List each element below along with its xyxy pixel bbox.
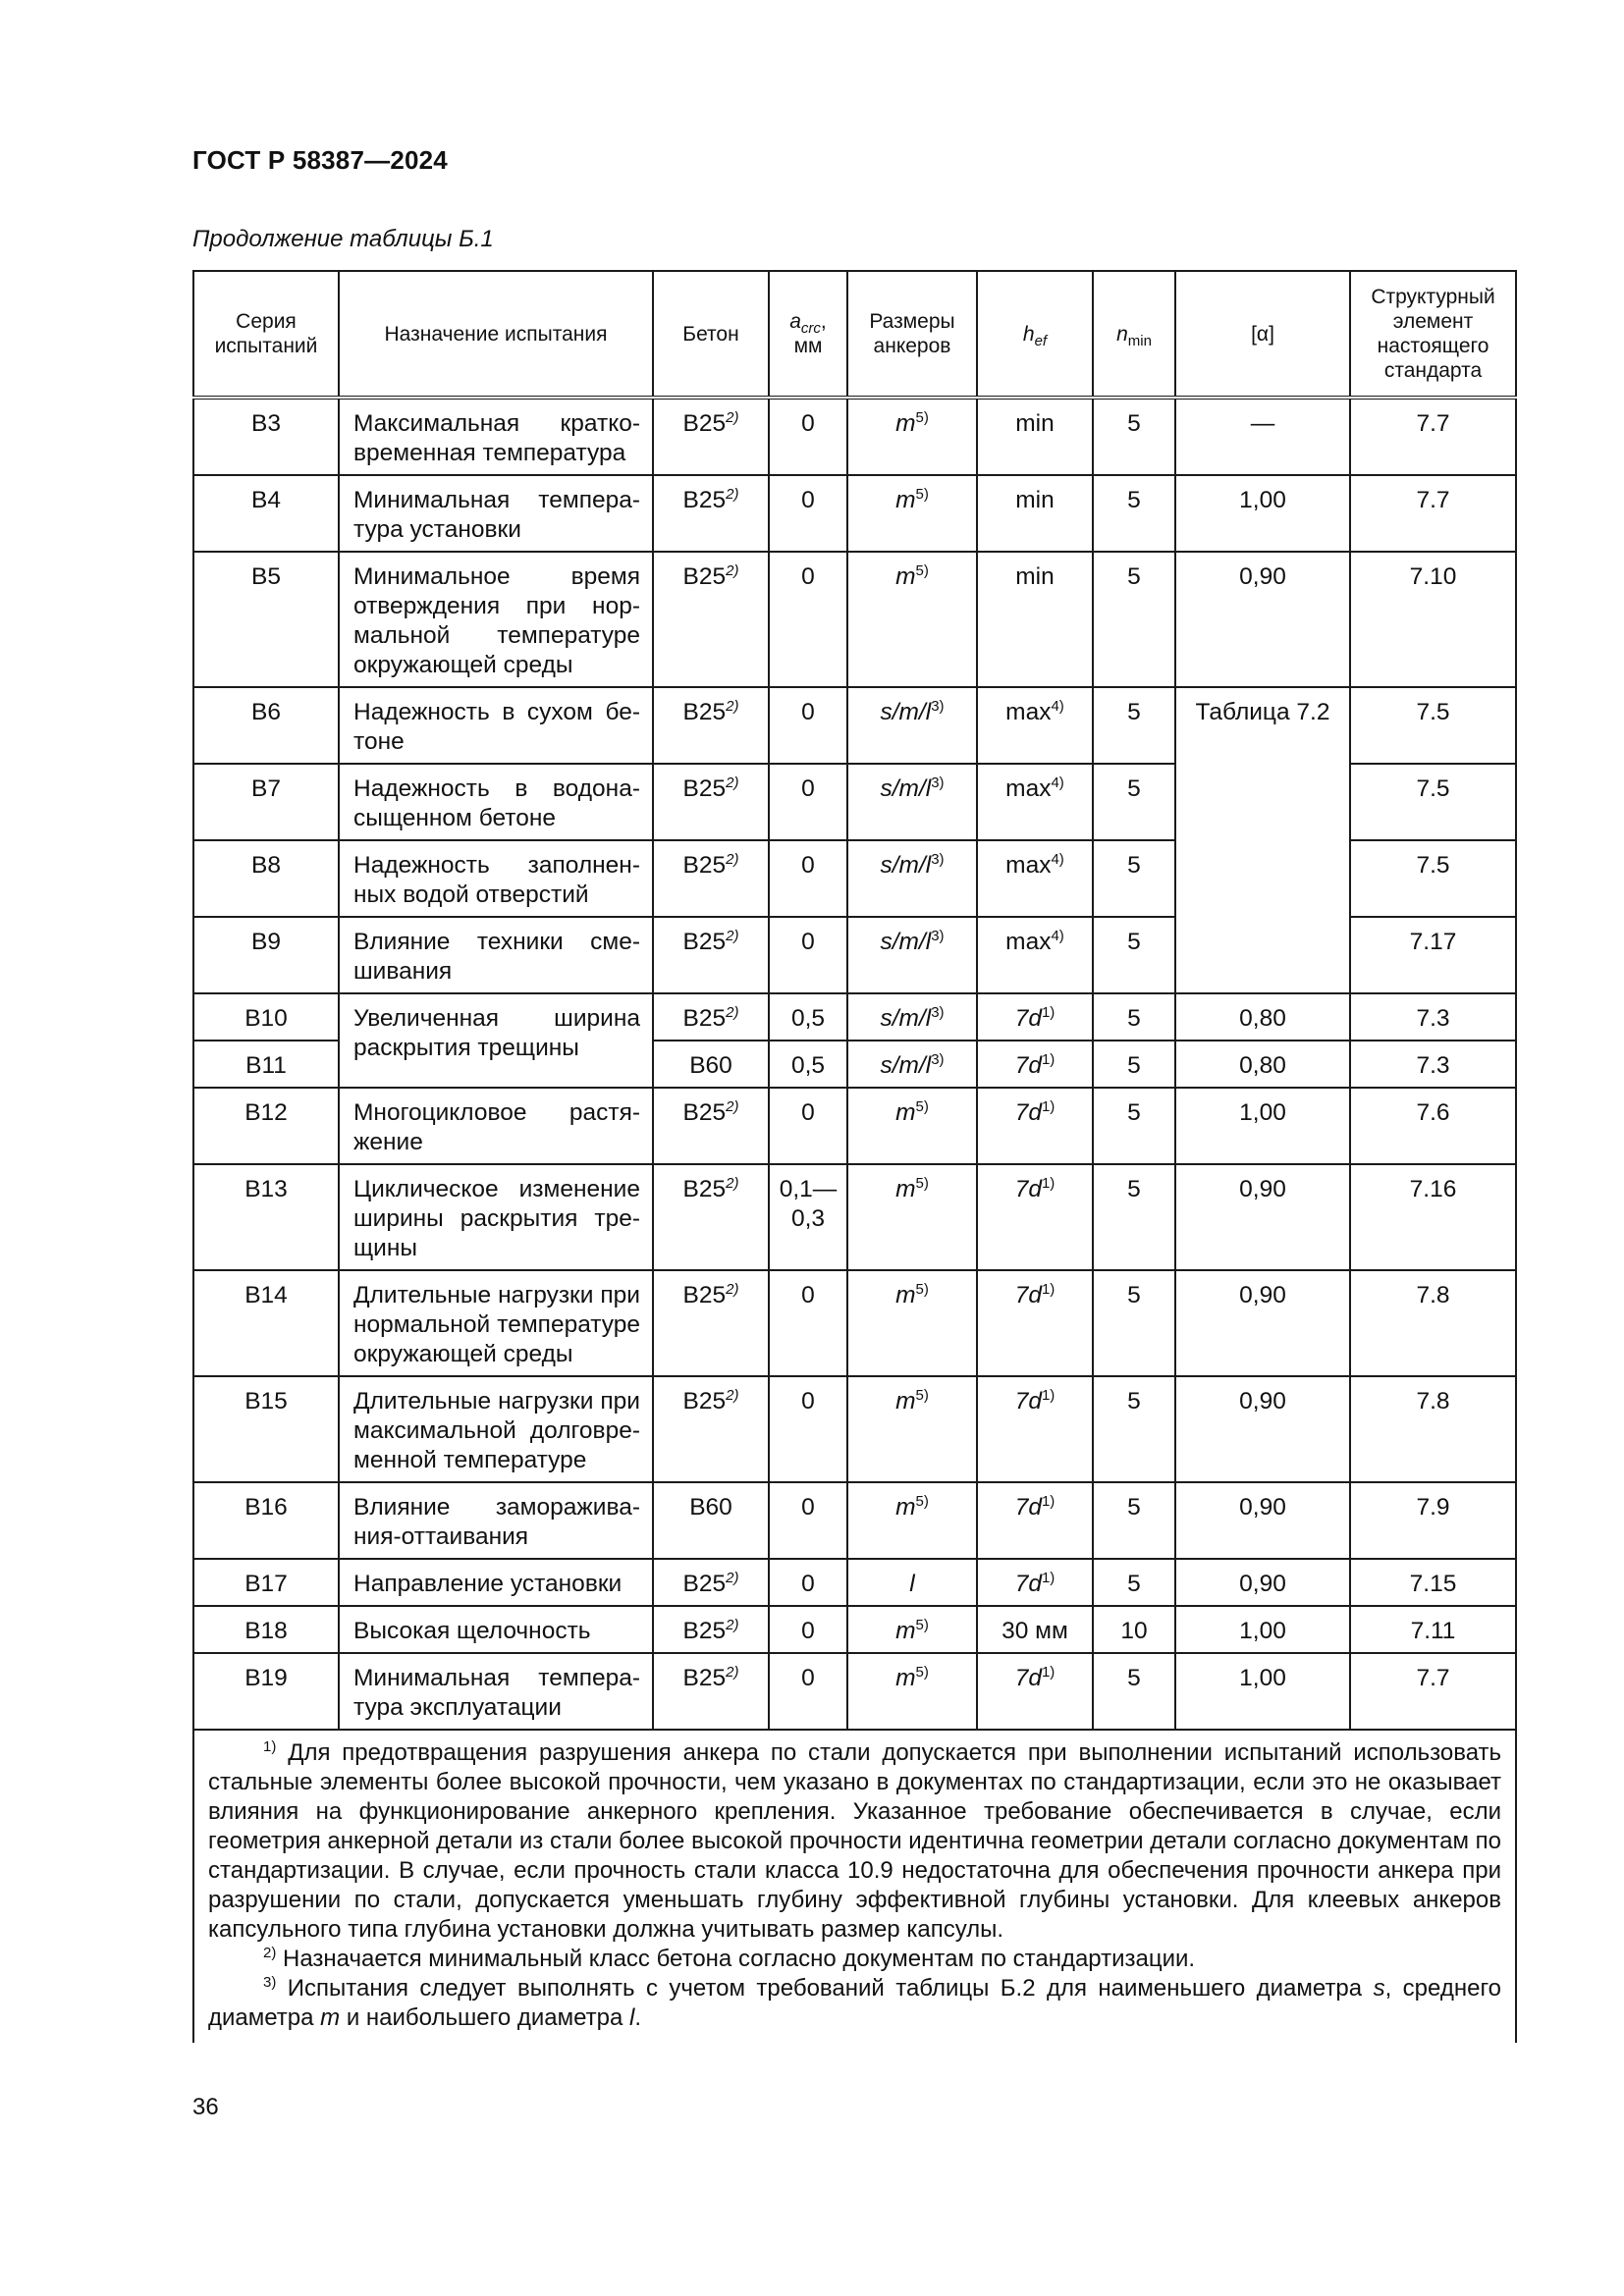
cell-concrete: B25$^{2)}$ [653,552,769,687]
cell-series: B6 [193,687,339,764]
cell-anchor-size: $m^{5)}$ [847,552,977,687]
cell-concrete: B25$^{2)}$ [653,398,769,475]
cell-acrc: 0 [769,917,847,993]
table-row [193,1376,1516,1482]
cell-anchor-size: $m^{5)}$ [847,1088,977,1164]
cell-structural-element: 7.8 [1350,1270,1516,1376]
header-anchor-sizes: Размеры анкеров [847,271,977,398]
cell-hef: $7d^{1)}$ [977,1270,1093,1376]
table-row [193,475,1516,552]
header-structural-element: Структурный элемент настоящего стандарта [1350,271,1516,398]
cell-acrc: 0 [769,764,847,840]
cell-anchor-size: $s/m/l^{3)}$ [847,687,977,764]
cell-series: B3 [193,398,339,475]
cell-concrete: B25$^{2)}$ [653,1559,769,1606]
cell-anchor-size: $s/m/l^{3)}$ [847,917,977,993]
table-row [193,1482,1516,1559]
cell-purpose: Длительные нагрузки при максимальной долговре- менной температуре [339,1376,653,1482]
cell-alpha: 1,00 [1175,475,1350,552]
cell-concrete: B25$^{2)}$ [653,993,769,1041]
cell-purpose: Многоцикловое растя- жение [339,1088,653,1164]
cell-anchor-size: $m^{5)}$ [847,1653,977,1730]
cell-series: B4 [193,475,339,552]
cell-structural-element: 7.7 [1350,398,1516,475]
cell-nmin: 10 [1093,1606,1175,1653]
cell-anchor-size: $m^{5)}$ [847,1606,977,1653]
cell-series: B17 [193,1559,339,1606]
cell-concrete: B25$^{2)}$ [653,1606,769,1653]
cell-acrc: 0 [769,1376,847,1482]
cell-series: B5 [193,552,339,687]
header-nmin: $n_{min}$ [1093,271,1175,398]
cell-concrete: B25$^{2)}$ [653,1376,769,1482]
cell-concrete: B25$^{2)}$ [653,840,769,917]
cell-alpha: 0,90 [1175,1482,1350,1559]
cell-concrete: B25$^{2)}$ [653,475,769,552]
footnote-3: $^{3)}$ Испытания следует выполнять с учетом требований таблицы Б.2 для наименьшего диаметра s, среднего диаметра m и наибольшего диаметра l. [208,1974,1502,2031]
cell-hef: min [977,552,1093,687]
cell-hef: $\max^{4)}$ [977,764,1093,840]
cell-acrc: 0,5 [769,993,847,1041]
cell-concrete: B25$^{2)}$ [653,917,769,993]
cell-series: B9 [193,917,339,993]
cell-concrete: B25$^{2)}$ [653,764,769,840]
header-purpose: Назначение испытания [339,271,653,398]
table-row [193,1559,1516,1606]
cell-anchor-size: $m^{5)}$ [847,1482,977,1559]
cell-alpha: 0,90 [1175,1270,1350,1376]
table-row [193,1270,1516,1376]
footnotes [193,1730,1516,2043]
cell-hef: $7d^{1)}$ [977,1088,1093,1164]
cell-nmin: 5 [1093,1088,1175,1164]
cell-series: B7 [193,764,339,840]
cell-structural-element: 7.5 [1350,764,1516,840]
cell-anchor-size: $s/m/l^{3)}$ [847,764,977,840]
cell-alpha: 0,90 [1175,1164,1350,1270]
table-row [193,398,1516,475]
table-row [193,993,1516,1041]
cell-purpose: Длительные нагрузки при нормальной температуре окружающей среды [339,1270,653,1376]
cell-structural-element: 7.3 [1350,1041,1516,1088]
cell-series: B15 [193,1376,339,1482]
cell-structural-element: 7.5 [1350,687,1516,764]
cell-alpha: 0,90 [1175,1559,1350,1606]
cell-structural-element: 7.17 [1350,917,1516,993]
cell-hef: $7d^{1)}$ [977,1482,1093,1559]
cell-acrc: 0 [769,1653,847,1730]
header-series: Серия испытаний [193,271,339,398]
cell-hef: $\max^{4)}$ [977,917,1093,993]
cell-structural-element: 7.16 [1350,1164,1516,1270]
cell-concrete: B25$^{2)}$ [653,1088,769,1164]
cell-acrc: 0 [769,1088,847,1164]
footnote-2: $^{2)}$ Назначается минимальный класс бетона согласно документам по стандартизации. [263,1945,1196,1972]
cell-purpose: Влияние техники сме- шивания [339,917,653,993]
cell-purpose: Надежность заполнен- ных водой отверстий [339,840,653,917]
cell-nmin: 5 [1093,1164,1175,1270]
cell-series: B19 [193,1653,339,1730]
cell-series: B18 [193,1606,339,1653]
table-caption: Продолжение таблицы Б.1 [192,226,494,252]
table-row [193,687,1516,764]
table-row [193,1606,1516,1653]
cell-structural-element: 7.6 [1350,1088,1516,1164]
cell-series: B11 [193,1041,339,1088]
cell-purpose: Увеличенная ширина раскрытия трещины [339,993,653,1088]
cell-purpose: Надежность в сухом бе- тоне [339,687,653,764]
cell-alpha: 1,00 [1175,1606,1350,1653]
cell-acrc: 0 [769,840,847,917]
cell-alpha: 1,00 [1175,1653,1350,1730]
cell-purpose: Минимальная темпера- тура эксплуатации [339,1653,653,1730]
cell-purpose: Надежность в водона- сыщенном бетоне [339,764,653,840]
cell-nmin: 5 [1093,687,1175,764]
header-concrete: Бетон [653,271,769,398]
cell-nmin: 5 [1093,475,1175,552]
cell-structural-element: 7.15 [1350,1559,1516,1606]
cell-anchor-size: l [847,1559,977,1606]
cell-hef: $\max^{4)}$ [977,840,1093,917]
cell-nmin: 5 [1093,1653,1175,1730]
cell-concrete: B25$^{2)}$ [653,1653,769,1730]
cell-hef: $7d^{1)}$ [977,1653,1093,1730]
document-header: ГОСТ Р 58387—2024 [192,145,448,175]
cell-anchor-size: $m^{5)}$ [847,1164,977,1270]
cell-alpha: 0,90 [1175,1376,1350,1482]
cell-alpha: Таблица 7.2 [1175,687,1350,993]
cell-nmin: 5 [1093,1270,1175,1376]
cell-hef: $7d^{1)}$ [977,1559,1093,1606]
cell-nmin: 5 [1093,917,1175,993]
cell-structural-element: 7.11 [1350,1606,1516,1653]
cell-hef: 30 мм [977,1606,1093,1653]
cell-anchor-size: $s/m/l^{3)}$ [847,993,977,1041]
table-row [193,1164,1516,1270]
page-number: 36 [192,2094,219,2120]
cell-hef: $7d^{1)}$ [977,1041,1093,1088]
cell-alpha: 0,80 [1175,1041,1350,1088]
cell-nmin: 5 [1093,1559,1175,1606]
cell-anchor-size: $s/m/l^{3)}$ [847,840,977,917]
cell-hef: $7d^{1)}$ [977,1164,1093,1270]
cell-hef: min [977,475,1093,552]
cell-structural-element: 7.3 [1350,993,1516,1041]
cell-nmin: 5 [1093,764,1175,840]
cell-purpose: Максимальная кратко- временная температура [339,398,653,475]
cell-purpose: Высокая щелочность [339,1606,653,1653]
table-row [193,1088,1516,1164]
cell-concrete: B60 [653,1041,769,1088]
header-hef: $h_{ef}$ [977,271,1093,398]
cell-anchor-size: $s/m/l^{3)}$ [847,1041,977,1088]
cell-anchor-size: $m^{5)}$ [847,398,977,475]
cell-anchor-size: $m^{5)}$ [847,1376,977,1482]
cell-concrete: B25$^{2)}$ [653,1164,769,1270]
cell-structural-element: 7.10 [1350,552,1516,687]
cell-acrc: 0,5 [769,1041,847,1088]
cell-series: B16 [193,1482,339,1559]
cell-acrc: 0 [769,1482,847,1559]
cell-alpha: — [1175,398,1350,475]
cell-concrete: B25$^{2)}$ [653,687,769,764]
cell-nmin: 5 [1093,1041,1175,1088]
cell-series: B12 [193,1088,339,1164]
cell-series: B10 [193,993,339,1041]
header-alpha: [α] [1175,271,1350,398]
cell-concrete: B60 [653,1482,769,1559]
cell-hef: $7d^{1)}$ [977,993,1093,1041]
cell-acrc: 0 [769,398,847,475]
cell-concrete: B25$^{2)}$ [653,1270,769,1376]
cell-purpose: Циклическое изменение ширины раскрытия тре- щины [339,1164,653,1270]
cell-purpose: Минимальное время отверждения при нор- мальной температуре окружающей среды [339,552,653,687]
cell-acrc: 0,1— 0,3 [769,1164,847,1270]
cell-structural-element: 7.7 [1350,475,1516,552]
footnotes-row [193,1730,1516,2043]
cell-acrc: 0 [769,1606,847,1653]
cell-acrc: 0 [769,1559,847,1606]
cell-series: B8 [193,840,339,917]
cell-structural-element: 7.5 [1350,840,1516,917]
cell-purpose: Влияние заморажива- ния-оттаивания [339,1482,653,1559]
cell-series: B13 [193,1164,339,1270]
cell-structural-element: 7.8 [1350,1376,1516,1482]
cell-nmin: 5 [1093,993,1175,1041]
cell-purpose: Направление установки [339,1559,653,1606]
table-row [193,552,1516,687]
cell-acrc: 0 [769,475,847,552]
cell-nmin: 5 [1093,840,1175,917]
cell-alpha: 0,80 [1175,993,1350,1041]
table-row [193,1653,1516,1730]
cell-alpha: 0,90 [1175,552,1350,687]
cell-anchor-size: $m^{5)}$ [847,1270,977,1376]
cell-purpose: Минимальная темпера- тура установки [339,475,653,552]
cell-acrc: 0 [769,1270,847,1376]
cell-nmin: 5 [1093,1482,1175,1559]
test-series-table [192,270,1517,2043]
cell-nmin: 5 [1093,1376,1175,1482]
cell-hef: $7d^{1)}$ [977,1376,1093,1482]
cell-hef: $\max^{4)}$ [977,687,1093,764]
header-acrc: $a_{crc}$, мм [769,271,847,398]
cell-alpha: 1,00 [1175,1088,1350,1164]
cell-structural-element: 7.7 [1350,1653,1516,1730]
cell-anchor-size: $m^{5)}$ [847,475,977,552]
cell-acrc: 0 [769,687,847,764]
cell-structural-element: 7.9 [1350,1482,1516,1559]
table-header-row [193,271,1516,398]
cell-hef: min [977,398,1093,475]
cell-nmin: 5 [1093,552,1175,687]
footnote-1: $^{1)}$ Для предотвращения разрушения анкера по стали допускается при выполнении испытаний использовать стальные элементы более высокой прочности, чем указано в документах по стандартизации, если это не оказывает влияния на функционирование анкерного крепления. Указанное требование обеспечивается в случае, если геометрия анкерной детали из стали более высокой прочности идентична геометрии детали согласно документам по стандартизации. В случае, если прочность стали класса 10.9 недостаточна для обеспечения прочности анкера при разрушении по стали, допускается уменьшать глубину эффективной глубины установки. Для клеевых анкеров капсульного типа глубина установки должна учитывать размер капсулы. [208,1738,1502,1943]
cell-nmin: 5 [1093,398,1175,475]
cell-acrc: 0 [769,552,847,687]
cell-series: B14 [193,1270,339,1376]
